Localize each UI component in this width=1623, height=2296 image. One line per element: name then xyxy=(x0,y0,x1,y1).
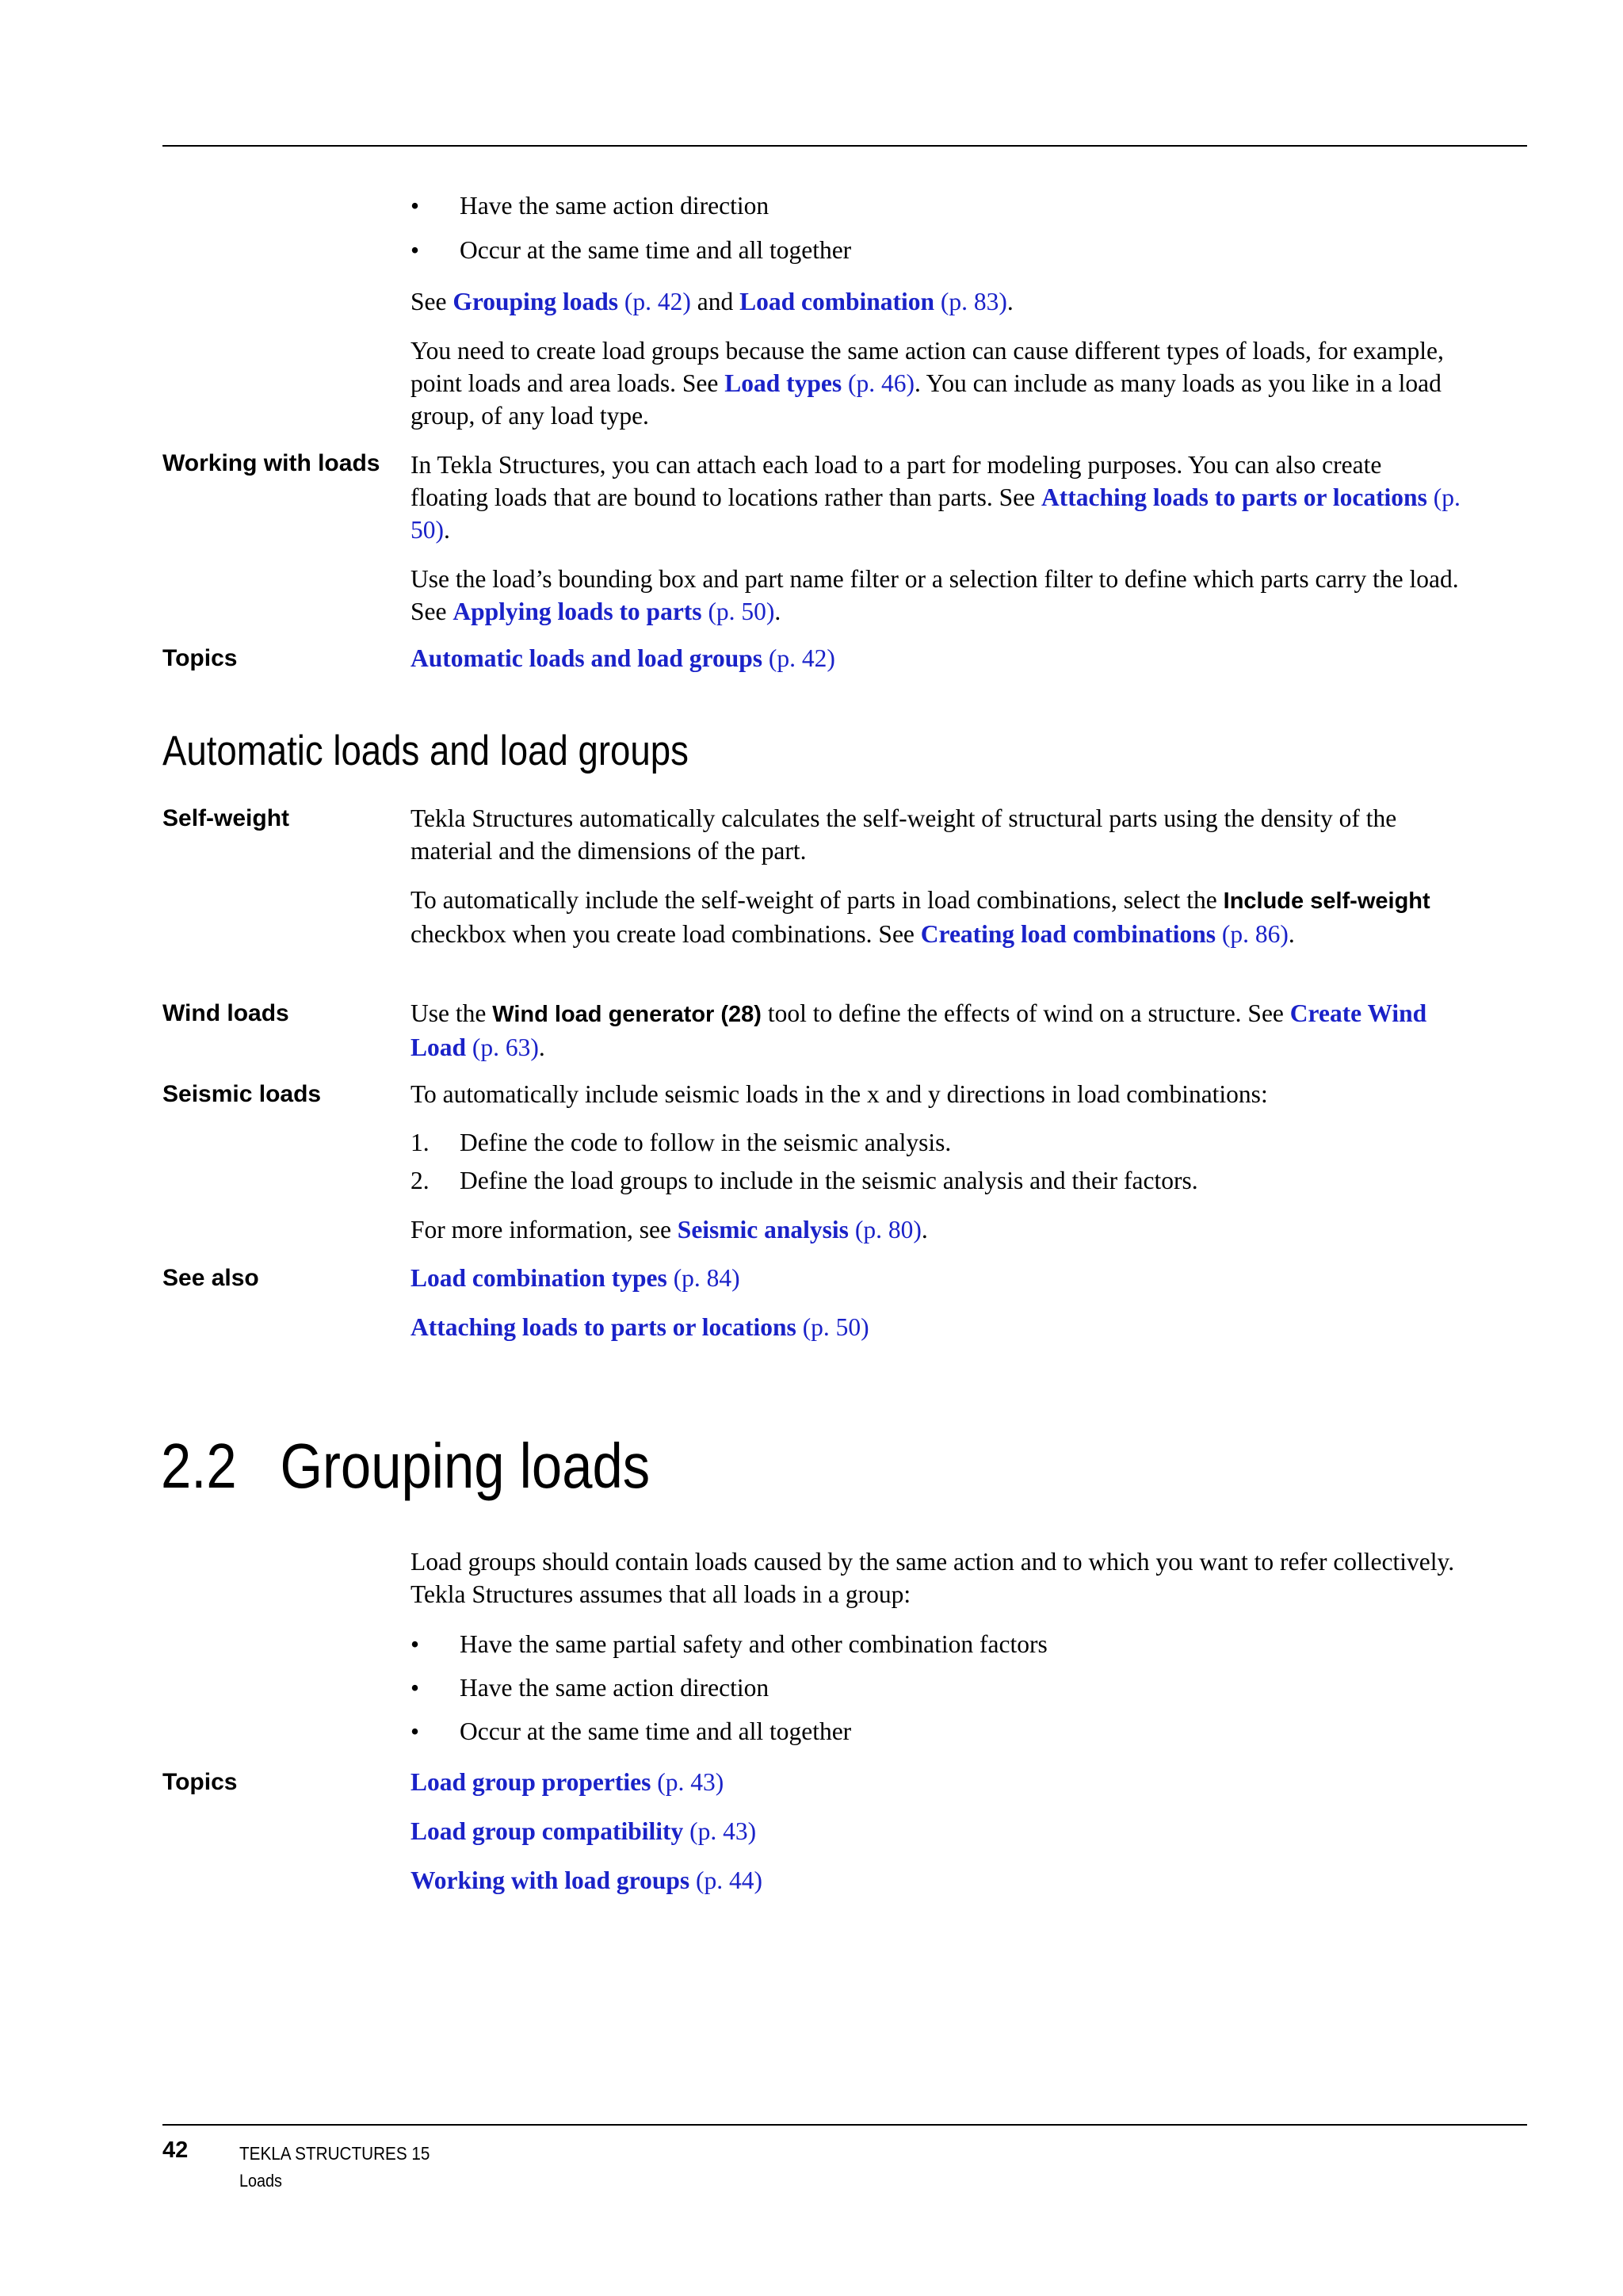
link-load-types[interactable]: Load types xyxy=(724,369,842,397)
page-number: 42 xyxy=(162,2137,189,2163)
margin-heading-wind-loads: Wind loads xyxy=(162,1000,289,1026)
ui-tool-label: Wind load generator (28) xyxy=(492,1002,762,1027)
page-ref[interactable]: (p. 63) xyxy=(472,1033,539,1061)
page-ref[interactable]: (p. 86) xyxy=(1221,920,1289,948)
topics-link-line xyxy=(411,1766,1461,1798)
page-ref[interactable]: (p. 46) xyxy=(848,369,915,397)
chapter-section-title xyxy=(161,1427,650,1506)
link-load-group-compatibility[interactable]: Load group compatibility xyxy=(411,1817,684,1845)
margin-heading-see-also: See also xyxy=(162,1265,259,1291)
page-ref[interactable]: (p. 50) xyxy=(708,598,775,625)
document-page: • Have the same action direction • Occur at the same time and all together See Grouping loads (p. 42) and Load combination (p. 83). You need to create load groups because the same action can cause different types of loads, for example, point loads and area loads. See Load types (p. 46). You can include as many loads as you like in a load group, of any load type. Working with loads In Tekla Structures, you can attach each load to a part for modeling purposes. You can also create floating loads that are bound to locations rather than parts. See Attaching loads to parts or locations (p. 50). Use the load’s bounding box and part name filter or a selection filter to define which parts carry the load. See Applying loads to parts (p. 50). Topics Automatic loads and load groups (p. 42) Automatic loads and load groups Self-weight Tekla Structures automatically calculates the self-weight of structural parts using the density of the material and the dimensions of the part. To automatically include the self-weight of parts in load combinations, select the Include self-weight checkbox when you create load combinations. See Creating load combinations (p. 86). Wind loads Use the Wind load generator (28) tool to define the effects of wind on a structure. See Create Wind Load (p. 63). Seismic loads To automatically include seismic loads in the x and y directions in load combinations: 1. Define the code to follow in the seismic analysis. 2. Define the load groups to include in the seismic analysis and their factors. For more information, see Seismic analysis (p. 80). See also Load combination types (p. 84) Attaching loads to parts or locations (p. 50) 2.2 Grouping loads Load groups should contain loads caused by the same action and to which you want to refer collectively. Tekla Structures assumes that all loads in a group: • Have the same partial safety and other combination factors • Have the same action direction • Occur at the same time and all together Topics Load group properties (p. 43) Load group compatibility (p. 43) Working with load groups (p. 44) 42 TEKLA STRUCTURES 15 Loads xyxy=(0,0,1623,2296)
see-paragraph: See Grouping loads (p. 42) and Load combination (p. 83). xyxy=(411,288,1014,315)
page-ref[interactable]: (p. 50) xyxy=(802,1313,869,1341)
link-attaching-loads[interactable]: Attaching loads to parts or locations xyxy=(1041,483,1427,511)
wind-paragraph: Use the Wind load generator (28) tool to define the effects of wind on a structure. See Create Wind Load (p. 63). xyxy=(411,999,1427,1061)
link-create-wind-load[interactable]: Create Wind Load xyxy=(411,999,1427,1061)
grouping-intro: Load groups should contain loads caused by the same action and to which you want to refer collectively. Tekla Structures assumes that all loads in a group: xyxy=(411,1548,1455,1608)
page-ref[interactable]: (p. 50) xyxy=(411,483,1461,544)
margin-heading-seismic-loads: Seismic loads xyxy=(162,1081,322,1107)
link-load-group-properties[interactable]: Load group properties xyxy=(411,1768,651,1796)
footer-rule xyxy=(162,2124,1527,2126)
page-ref[interactable]: (p. 43) xyxy=(689,1817,757,1845)
ui-option-label: Include self-weight xyxy=(1223,888,1430,914)
margin-heading-topics: Topics xyxy=(162,1769,238,1795)
page-ref[interactable]: (p. 83) xyxy=(940,288,1007,315)
self-weight-paragraph-2: To automatically include the self-weight of parts in load combinations, select the Include self-weight checkbox when you create load combinations. See Creating load combinations (p. 86). xyxy=(411,886,1430,948)
seismic-intro: To automatically include seismic loads in the x and y directions in load combinations: xyxy=(411,1080,1268,1108)
working-paragraph-2: Use the load’s bounding box and part name filter or a selection filter to define which parts carry the load. See Applying loads to parts (p. 50). xyxy=(411,565,1459,625)
page-ref[interactable]: (p. 43) xyxy=(657,1768,724,1796)
self-weight-paragraph-1: Tekla Structures automatically calculates the self-weight of structural parts using the density of the material and the dimensions of the part. xyxy=(411,804,1397,865)
bullet-icon: • xyxy=(411,192,420,220)
link-attaching-loads[interactable]: Attaching loads to parts or locations xyxy=(411,1313,796,1341)
bullet-icon: • xyxy=(411,1717,420,1745)
link-grouping-loads[interactable]: Grouping loads xyxy=(453,288,618,315)
section-heading: Automatic loads and load groups xyxy=(162,728,689,774)
link-load-combination[interactable]: Load combination xyxy=(739,288,935,315)
topics-link-line xyxy=(411,1815,1461,1847)
margin-heading-topics: Topics xyxy=(162,645,238,671)
link-applying-loads[interactable]: Applying loads to parts xyxy=(453,598,702,625)
load-groups-paragraph: You need to create load groups because the same action can cause different types of loads, for example, point loads and area loads. See Load types (p. 46). You can include as many loads as you like in a load group, of any load type. xyxy=(411,337,1444,430)
margin-heading-self-weight: Self-weight xyxy=(162,805,290,831)
topics-link-line xyxy=(411,1864,1461,1897)
see-also-link-line xyxy=(411,1311,1461,1343)
section-number: 2.2 xyxy=(161,1431,237,1501)
topics-link-line xyxy=(411,642,1461,674)
section-title: Grouping loads xyxy=(280,1431,651,1501)
see-also-link-line xyxy=(411,1262,1461,1294)
link-working-with-load-groups[interactable]: Working with load groups xyxy=(411,1866,690,1894)
link-seismic-analysis[interactable]: Seismic analysis xyxy=(677,1216,849,1244)
working-paragraph-1: In Tekla Structures, you can attach each load to a part for modeling purposes. You can also create floating loads that are bound to locations rather than parts. See Attaching loads to parts or locations (p. 50). xyxy=(411,451,1461,544)
link-automatic-loads[interactable]: Automatic loads and load groups xyxy=(411,644,763,672)
bullet-icon: • xyxy=(411,1674,420,1702)
bullet-icon: • xyxy=(411,236,420,264)
page-ref[interactable]: (p. 42) xyxy=(768,644,835,672)
page-ref[interactable]: (p. 44) xyxy=(696,1866,763,1894)
footer-book-title: TEKLA STRUCTURES 15 xyxy=(239,2143,430,2164)
margin-heading-working-with-loads: Working with loads xyxy=(162,450,380,476)
link-creating-load-combinations[interactable]: Creating load combinations xyxy=(920,920,1216,948)
bullet-icon: • xyxy=(411,1630,420,1658)
page-ref[interactable]: (p. 84) xyxy=(673,1264,740,1292)
page-ref[interactable]: (p. 42) xyxy=(624,288,691,315)
header-rule xyxy=(162,145,1527,147)
footer-chapter: Loads xyxy=(239,2171,282,2191)
seismic-more-info: For more information, see Seismic analysis (p. 80). xyxy=(411,1216,928,1244)
link-load-combination-types[interactable]: Load combination types xyxy=(411,1264,667,1292)
page-ref[interactable]: (p. 80) xyxy=(854,1216,922,1244)
